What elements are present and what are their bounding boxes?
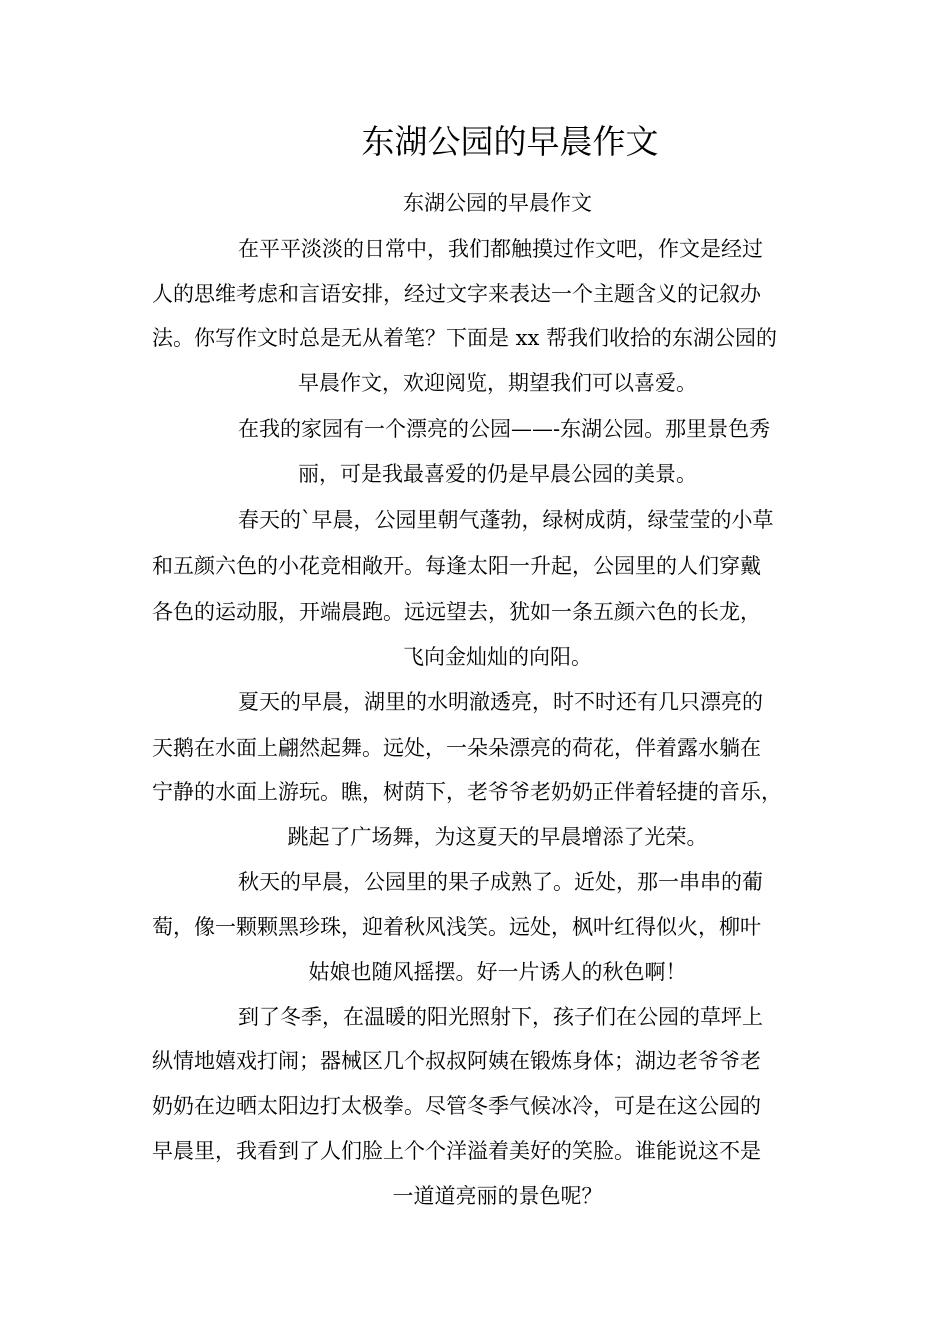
paragraph-line: 纵情地嬉戏打闹；器械区几个叔叔阿姨在锻炼身体；湖边老爷爷老: [152, 1049, 761, 1073]
paragraph-line: 丽，可是我最喜爱的仍是早晨公园的美景。: [298, 462, 697, 486]
paragraph-line: 到了冬季，在温暖的阳光照射下，孩子们在公园的草坪上: [238, 1005, 763, 1029]
paragraph-line: 法。你写作文时总是无从着笔？下面是 xx 帮我们收拾的东湖公园的: [152, 326, 778, 350]
paragraph-line: 跳起了广场舞，为这夏天的早晨增添了光荣。: [287, 825, 708, 849]
paragraph-line: 奶奶在边晒太阳边打太极拳。尽管冬季气候冰冷，可是在这公园的: [152, 1094, 761, 1118]
paragraph-line: 一道道亮丽的景色呢？: [392, 1184, 603, 1208]
paragraph-line: 各色的运动服，开端晨跑。远远望去，犹如一条五颜六色的长龙，: [152, 600, 761, 624]
paragraph-line: 春天的`早晨，公园里朝气蓬勃，绿树成荫，绿莹莹的小草: [238, 508, 774, 532]
paragraph-line: 秋天的早晨，公园里的果子成熟了。近处，那一串串的葡: [238, 870, 763, 894]
paragraph-line: 宁静的水面上游玩。瞧，树荫下，老爷爷老奶奶正伴着轻捷的音乐，: [152, 780, 782, 804]
paragraph-line: 姑娘也随风摇摆。好一片诱人的秋色啊！: [308, 960, 687, 984]
paragraph-line: 萄，像一颗颗黑珍珠，迎着秋风浅笑。远处，枫叶红得似火，柳叶: [152, 915, 761, 939]
paragraph-line: 和五颜六色的小花竞相敞开。每逢太阳一升起，公园里的人们穿戴: [152, 554, 761, 578]
paragraph-line: 夏天的早晨，湖里的水明澈透亮，时不时还有几只漂亮的: [238, 690, 763, 714]
paragraph-line: 天鹅在水面上翩然起舞。远处，一朵朵漂亮的荷花，伴着露水躺在: [152, 736, 761, 760]
paragraph-line: 在我的家园有一个漂亮的公园——-东湖公园。那里景色秀: [238, 417, 771, 441]
paragraph-line: 飞向金灿灿的向阳。: [403, 645, 592, 669]
document-title: 东湖公园的早晨作文: [361, 122, 659, 161]
paragraph-line: 在平平淡淡的日常中，我们都触摸过作文吧，作文是经过: [238, 237, 763, 261]
paragraph-line: 早晨里，我看到了人们脸上个个洋溢着美好的笑脸。谁能说这不是: [152, 1139, 761, 1163]
paragraph-line: 人的思维考虑和言语安排，经过文字来表达一个主题含义的记叙办: [152, 282, 761, 306]
document-subtitle: 东湖公园的早晨作文: [403, 191, 592, 215]
paragraph-line: 早晨作文，欢迎阅览，期望我们可以喜爱。: [298, 371, 697, 395]
